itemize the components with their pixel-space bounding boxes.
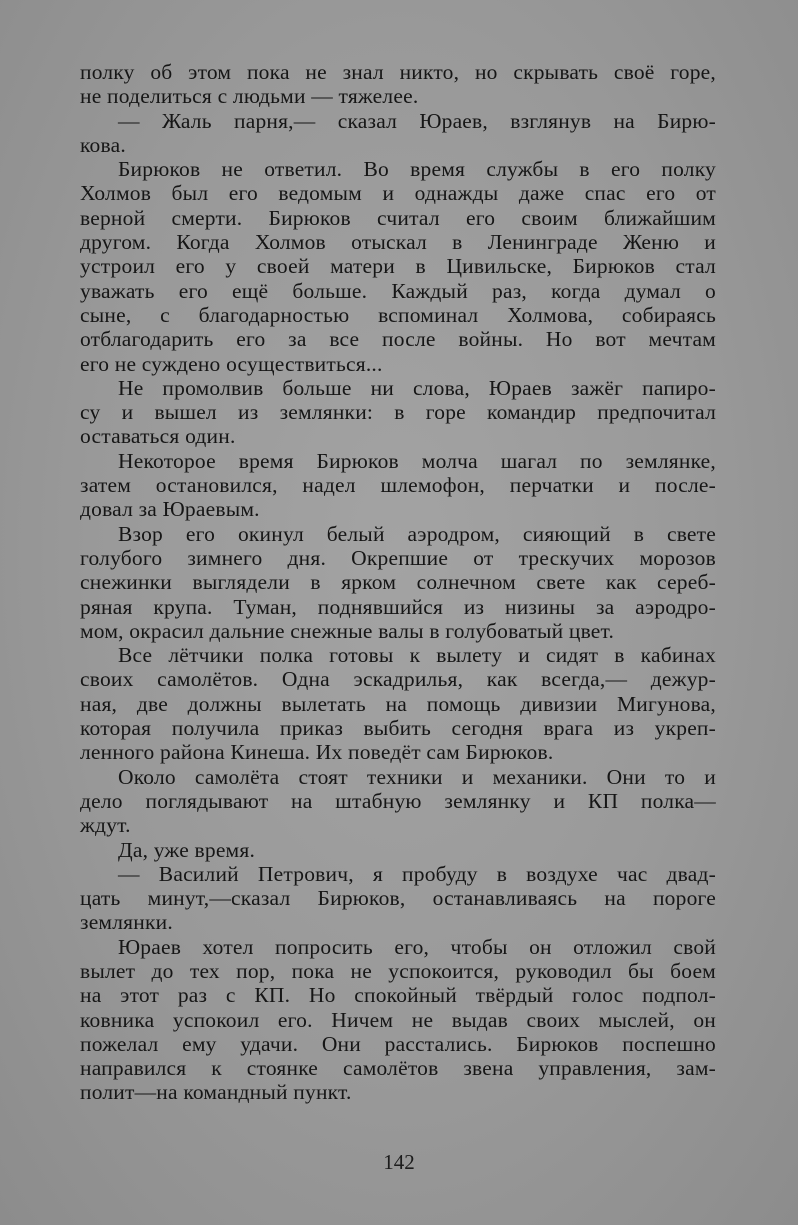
- text-line: своих самолётов. Одна эскадрилья, как всегда,— дежур-: [80, 667, 716, 692]
- text-line: ленного района Кинеша. Их поведёт сам Бирюков.: [80, 740, 554, 765]
- paragraph: [80, 935, 716, 1105]
- text-line: кова.: [80, 132, 126, 157]
- text-line: Взор его окинул белый аэродром, сияющий в свете: [118, 521, 716, 546]
- text-line: Холмов был его ведомым и однажды даже спас его от: [80, 181, 716, 206]
- text-line: Некоторое время Бирюков молча шагал по землянке,: [118, 448, 716, 473]
- text-line: устроил его у своей матери в Цивильске, Бирюков стал: [80, 254, 716, 279]
- page-body-text: [80, 60, 716, 1105]
- text-line: направился к стоянке самолётов звена управления, зам-: [80, 1056, 716, 1081]
- text-line: ная, две должны вылетать на помощь дивизии Мигунова,: [80, 691, 716, 716]
- text-line: голубого зимнего дня. Окрепшие от трескучих морозов: [80, 545, 716, 570]
- paragraph: [80, 862, 716, 935]
- paragraph: [80, 376, 716, 449]
- text-line: полку об этом пока не знал никто, но скрывать своё горе,: [80, 60, 716, 84]
- paragraph: [80, 643, 716, 764]
- text-line: ковника успокоил его. Ничем не выдав своих мыслей, он: [80, 1007, 716, 1032]
- text-line: на этот раз с КП. Но спокойный твёрдый голос подпол-: [80, 983, 716, 1008]
- text-line: которая получила приказ выбить сегодня врага из укреп-: [80, 716, 716, 741]
- text-line: вылет до тех пор, пока не успокоится, руководил бы боем: [80, 958, 716, 983]
- text-line: не поделиться с людьми — тяжелее.: [80, 84, 419, 109]
- text-line: полит—на командный пункт.: [80, 1080, 352, 1105]
- text-line: затем остановился, надел шлемофон, перчатки и после-: [80, 473, 716, 498]
- text-line: оставаться один.: [80, 424, 236, 449]
- text-line: верной смерти. Бирюков считал его своим ближайшим: [80, 205, 716, 230]
- paragraph: [80, 109, 716, 158]
- text-line: снежинки выглядели в ярком солнечном свете как сереб-: [80, 570, 716, 595]
- text-line: ждут.: [80, 813, 131, 838]
- text-line: пожелал ему удачи. Они расстались. Бирюков поспешно: [80, 1031, 716, 1056]
- text-line: его не суждено осуществиться...: [80, 351, 383, 376]
- text-line: мом, окрасил дальние снежные валы в голубоватый цвет.: [80, 618, 615, 643]
- paragraph: [80, 157, 716, 376]
- page-number: 142: [383, 1150, 415, 1174]
- text-line: — Василий Петрович, я пробуду в воздухе час двад-: [118, 861, 716, 886]
- text-line: дело поглядывают на штабную землянку и КП полка—: [80, 788, 716, 813]
- paragraph: [80, 838, 716, 862]
- text-line: Да, уже время.: [118, 837, 256, 862]
- paragraph: [80, 765, 716, 838]
- text-line: отблагодарить его за все после войны. Но вот мечтам: [80, 327, 716, 352]
- paragraph: [80, 60, 716, 109]
- paragraph: [80, 449, 716, 522]
- text-line: Около самолёта стоят техники и механики. Они то и: [118, 764, 716, 789]
- text-line: землянки.: [80, 910, 173, 935]
- text-line: Бирюков не ответил. Во время службы в его полку: [118, 157, 716, 182]
- text-line: Не промолвив больше ни слова, Юраев зажёг папиро-: [118, 375, 716, 400]
- text-line: су и вышел из землянки: в горе командир предпочитал: [80, 400, 716, 425]
- text-line: Все лётчики полка готовы к вылету и сидят в кабинах: [118, 643, 716, 668]
- text-line: ряная крупа. Туман, поднявшийся из низины за аэродро-: [80, 594, 716, 619]
- text-line: цать минут,—сказал Бирюков, останавливаясь на пороге: [80, 886, 716, 911]
- paragraph: [80, 522, 716, 643]
- text-line: другом. Когда Холмов отыскал в Ленинграде Женю и: [80, 230, 716, 255]
- text-line: уважать его ещё больше. Каждый раз, когда думал о: [80, 278, 716, 303]
- text-line: довал за Юраевым.: [80, 497, 260, 522]
- text-line: сыне, с благодарностью вспоминал Холмова, собираясь: [80, 302, 716, 327]
- text-line: Юраев хотел попросить его, чтобы он отложил свой: [118, 934, 716, 959]
- text-line: — Жаль парня,— сказал Юраев, взглянув на Бирю-: [118, 108, 716, 133]
